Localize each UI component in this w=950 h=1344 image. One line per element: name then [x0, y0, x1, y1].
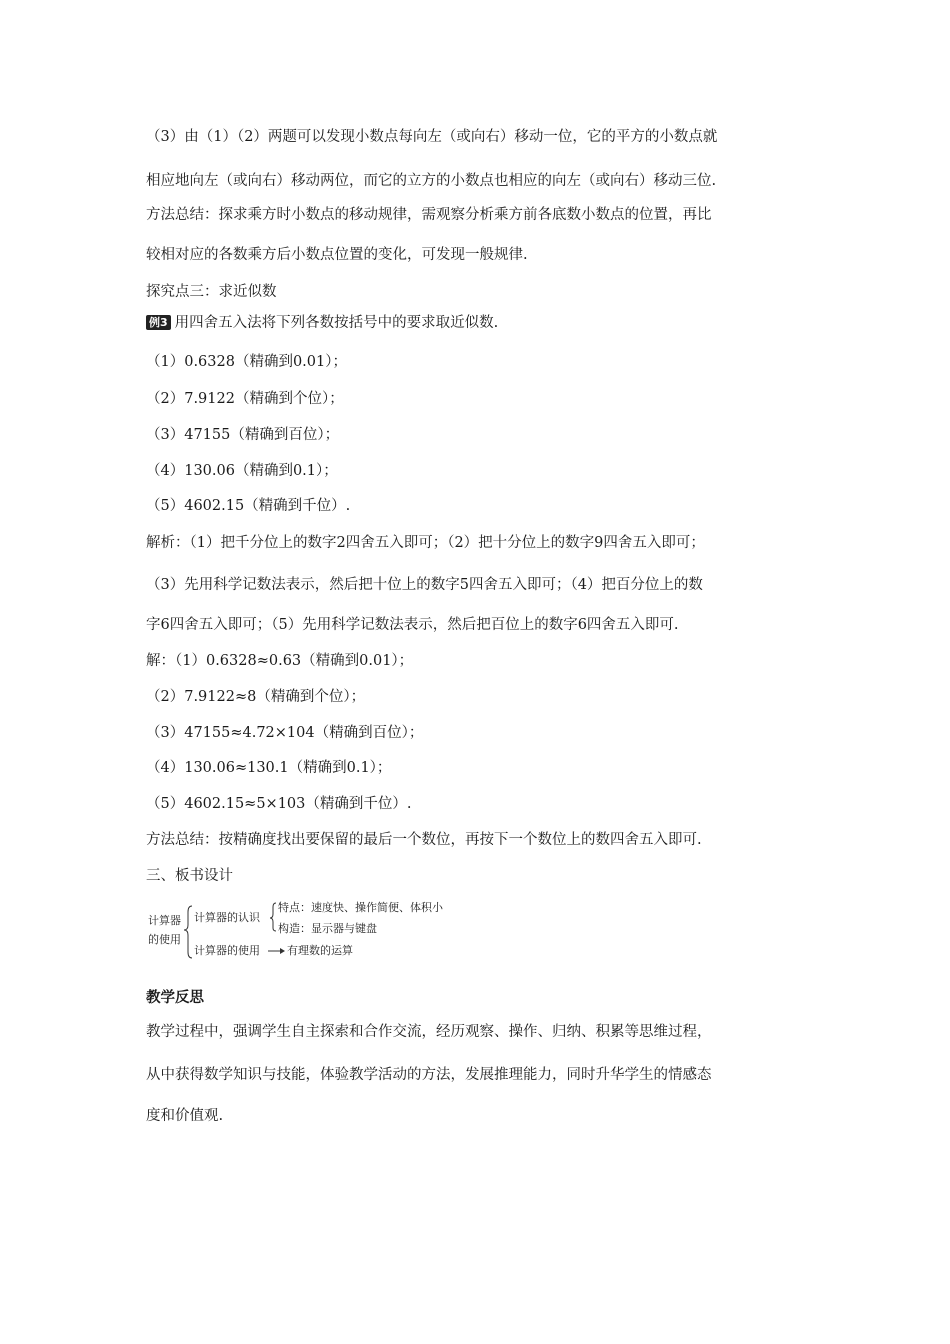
- solution-line: （3）47155≈4.72×104（精确到百位）；: [146, 725, 424, 741]
- board-root-line2: 的使用: [148, 933, 181, 946]
- section-heading: 三、板书设计: [146, 868, 233, 884]
- board-branch-usage: 计算器的使用: [194, 944, 260, 957]
- reflection-line: 度和价值观.: [146, 1108, 224, 1124]
- example-badge: 例3: [146, 315, 171, 330]
- section-heading: 探究点三：求近似数: [146, 284, 277, 300]
- board-root-line1: 计算器: [148, 914, 181, 927]
- solution-line: （2）7.9122≈8（精确到个位）；: [146, 689, 366, 705]
- board-design-diagram: [146, 900, 466, 964]
- text-line: 相应地向左（或向右）移动两位，而它的立方的小数点也相应的向左（或向右）移动三位.: [146, 173, 717, 189]
- board-leaf-features: 特点：速度快、操作简便、体积小: [278, 901, 443, 914]
- text-line: 较相对应的各数乘方后小数点位置的变化，可发现一般规律.: [146, 247, 528, 263]
- reflection-title: 教学反思: [146, 990, 204, 1006]
- solution-line: （5）4602.15≈5×103（精确到千位）.: [146, 796, 412, 812]
- solution-line: 解：（1）0.6328≈0.63（精确到0.01）；: [146, 653, 414, 669]
- reflection-line: 从中获得数学知识与技能，体验教学活动的方法，发展推理能力，同时升华学生的情感态: [146, 1067, 712, 1083]
- board-leaf-structure: 构造：显示器与键盘: [278, 922, 377, 935]
- example-line: [146, 313, 498, 333]
- list-item: （1）0.6328（精确到0.01）；: [146, 354, 347, 370]
- list-item: （4）130.06（精确到0.1）；: [146, 463, 338, 479]
- text-line: （3）由（1）（2）两题可以发现小数点每向左（或向右）移动一位，它的平方的小数点就: [146, 129, 718, 145]
- list-item: （3）47155（精确到百位）；: [146, 427, 340, 443]
- board-arrow-target: 有理数的运算: [287, 944, 353, 957]
- example-text: 用四舍五入法将下列各数按括号中的要求取近似数.: [174, 315, 499, 331]
- list-item: （2）7.9122（精确到个位）；: [146, 391, 344, 407]
- analysis-line: 解析：（1）把千分位上的数字2四舍五入即可；（2）把十分位上的数字9四舍五入即可；: [146, 535, 705, 551]
- board-branch-recognition: 计算器的认识: [194, 911, 260, 924]
- solution-line: （4）130.06≈130.1（精确到0.1）；: [146, 760, 392, 776]
- reflection-line: 教学过程中，强调学生自主探索和合作交流，经历观察、操作、归纳、积累等思维过程，: [146, 1024, 712, 1040]
- list-item: （5）4602.15（精确到千位）.: [146, 498, 351, 514]
- analysis-line: 字6四舍五入即可；（5）先用科学记数法表示，然后把百位上的数字6四舍五入即可.: [146, 617, 679, 633]
- text-line: 方法总结：探求乘方时小数点的移动规律，需观察分析乘方前各底数小数点的位置，再比: [146, 207, 712, 223]
- analysis-line: （3）先用科学记数法表示，然后把十位上的数字5四舍五入即可；（4）把百分位上的数: [146, 577, 703, 593]
- method-summary: 方法总结：按精确度找出要保留的最后一个数位，再按下一个数位上的数四舍五入即可.: [146, 832, 702, 848]
